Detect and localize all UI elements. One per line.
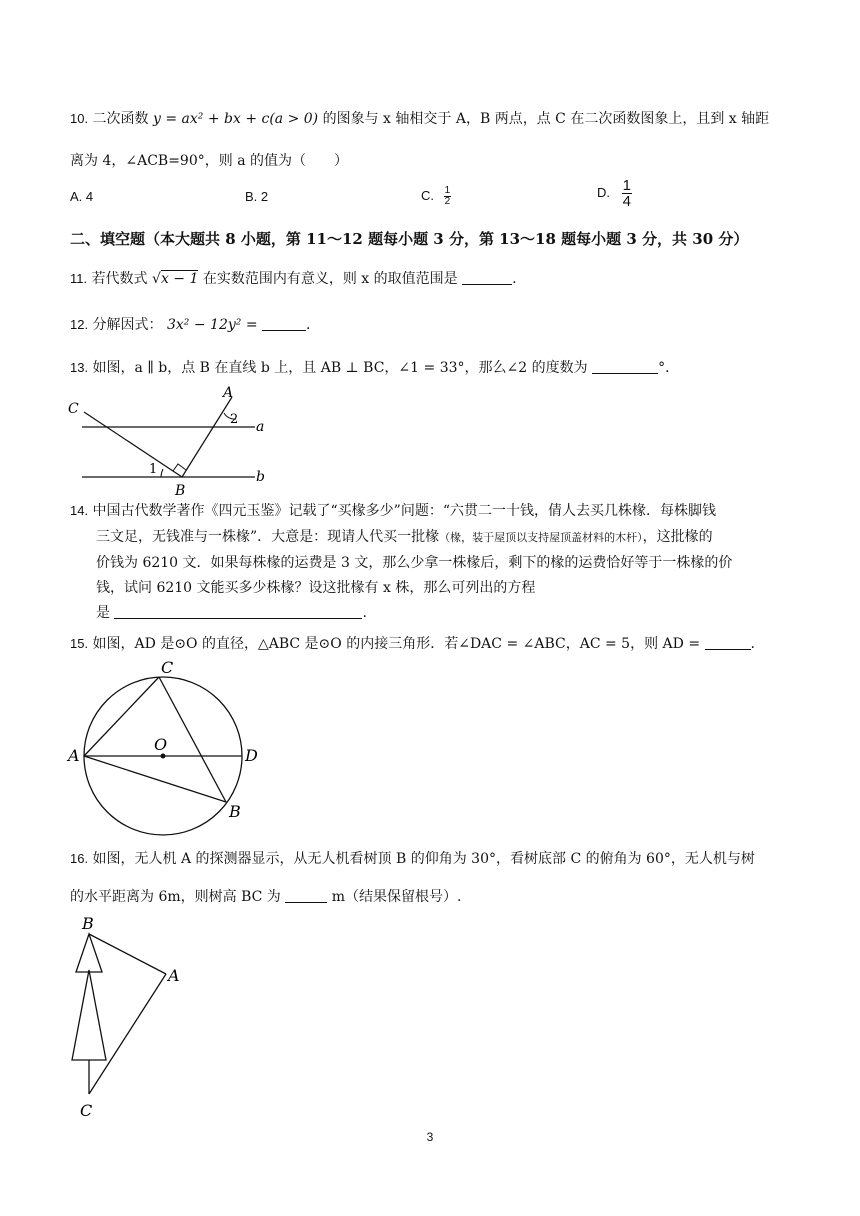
q14-text-1: 中国古代数学著作《四元玉鉴》记载了“买椽多少”问题：“六贯二一十钱，倩人去买几株椽．每株脚钱 [92, 503, 717, 519]
q14-text-2b: ，这批椽的 [642, 529, 713, 545]
q11-radicand: x − 1 [160, 271, 199, 287]
q10-option-c-label: C. [421, 187, 434, 203]
segment-ab [182, 397, 232, 477]
q10-option-d-fraction [622, 178, 632, 209]
q16-line1 [70, 848, 755, 868]
q11-text-1: 若代数式 [91, 271, 148, 287]
q10-option-b: B. 2 [245, 189, 269, 204]
q11-sqrt: √x − 1 [152, 271, 199, 287]
q14-note: （椽，装于屋顶以支持屋顶盖材料的木杆） [439, 531, 643, 544]
label-b: B [229, 802, 241, 821]
tree-top-triangle [76, 934, 102, 972]
q12-number: 12. [70, 317, 89, 332]
q14-line3: 价钱为 6210 文．如果每株椽的运费是 3 文，那么少拿一株椽后，剩下的椽的运费恰好等于一株椽的价 [96, 555, 733, 571]
q16-line2 [70, 886, 461, 906]
q11-number: 11. [70, 271, 88, 286]
angle-1-arc [161, 469, 163, 477]
tree-lower-triangle [72, 970, 106, 1060]
q12-answer-blank[interactable] [262, 316, 306, 331]
q16-figure [60, 912, 200, 1122]
q13-number: 13. [70, 360, 89, 375]
label-o: O [154, 735, 168, 754]
q15-text: 如图，AD 是⊙O 的直径，△ABC 是⊙O 的内接三角形．若∠DAC = ∠ABC，AC = 5，则 AD = [92, 636, 701, 652]
label-b-line: b [256, 469, 265, 485]
label-a-line: a [256, 419, 265, 435]
q14-answer-blank[interactable] [114, 604, 362, 619]
frac-denominator: 2 [444, 196, 451, 207]
q10-number: 10. [70, 111, 89, 126]
frac-denominator: 4 [622, 193, 631, 210]
right-angle-mark [173, 464, 186, 471]
q13-end: °． [658, 360, 680, 376]
segment-bc [84, 412, 182, 477]
q10-option-a: A. 4 [70, 189, 94, 204]
q15-end: . [750, 636, 755, 652]
label-c: C [161, 658, 174, 677]
center-point [161, 754, 166, 759]
q13-answer-blank[interactable] [592, 359, 658, 374]
q11-line [70, 268, 517, 288]
q14-line2 [96, 526, 713, 546]
q16-number: 16. [70, 851, 89, 866]
label-d: D [245, 746, 258, 765]
q15-line [70, 633, 755, 653]
q10-line2: 离为 4，∠ACB=90°，则 a 的值为（ ） [70, 153, 348, 169]
q15-answer-blank[interactable] [705, 635, 751, 650]
q16-answer-blank[interactable] [285, 888, 327, 903]
q14-line1 [70, 500, 716, 520]
label-a: A [68, 746, 80, 765]
label-2: 2 [230, 412, 239, 427]
q16-text-2b: m（结果保留根号）. [331, 889, 462, 905]
page-number: 3 [426, 1130, 434, 1144]
q11-answer-blank[interactable] [462, 270, 512, 285]
frac-numerator: 1 [444, 185, 451, 196]
label-1: 1 [149, 462, 158, 477]
q15-number: 15. [70, 636, 89, 651]
q13-line [70, 357, 679, 377]
q10-option-d [597, 178, 632, 209]
q14-line4: 钱，试问 6210 文能买多少株椽？设这批椽有 x 株，那么可列出的方程 [96, 580, 536, 596]
q12-line [70, 314, 310, 334]
q10-formula: y = ax² + bx + c(a > 0) [152, 111, 319, 127]
q16-text-2a: 的水平距离为 6m，则树高 BC 为 [70, 889, 281, 905]
q10-text-1: 二次函数 [92, 111, 149, 127]
q14-text-2a: 三文足，无钱准与一株椽”．大意是：现请人代买一批椽 [96, 529, 440, 545]
label-c: C [80, 1101, 93, 1120]
q10-line1 [70, 108, 769, 128]
q10-text-2: 的图象与 x 轴相交于 A，B 两点，点 C 在二次函数图象上，且到 x 轴距 [322, 111, 770, 127]
q14-number: 14. [70, 503, 89, 518]
q14-line5 [96, 602, 367, 622]
label-a-point: A [223, 385, 234, 401]
q12-expression: 3x² − 12y² = [166, 317, 258, 333]
label-b: B [82, 914, 94, 933]
q10-option-d-label: D. [597, 184, 610, 200]
q14-text-5: 是 [96, 605, 110, 621]
label-a: A [168, 966, 180, 985]
label-b-point: B [175, 483, 186, 499]
q16-text-1: 如图，无人机 A 的探测器显示，从无人机看树顶 B 的仰角为 30°，看树底部 C 的俯角为 60°，无人机与树 [92, 851, 755, 867]
q13-text: 如图，a ∥ b，点 B 在直线 b 上，且 AB ⊥ BC，∠1 = 33°，那么∠2 的度数为 [92, 360, 588, 376]
q12-end: . [306, 317, 311, 333]
q15-figure [60, 655, 270, 835]
frac-numerator: 1 [622, 177, 631, 194]
q12-text: 分解因式： [92, 317, 163, 333]
label-c: C [68, 401, 79, 417]
q10-option-c-fraction [444, 186, 452, 207]
q11-text-2: 在实数范围内有意义，则 x 的取值范围是 [202, 271, 458, 287]
q14-end: . [362, 605, 367, 621]
section-heading: 二、填空题（本大题共 8 小题，第 11～12 题每小题 3 分，第 13～18 题每小题 3 分，共 30 分） [70, 230, 749, 248]
q11-end: . [512, 271, 517, 287]
q10-option-c [421, 186, 451, 207]
q13-figure [60, 385, 280, 500]
